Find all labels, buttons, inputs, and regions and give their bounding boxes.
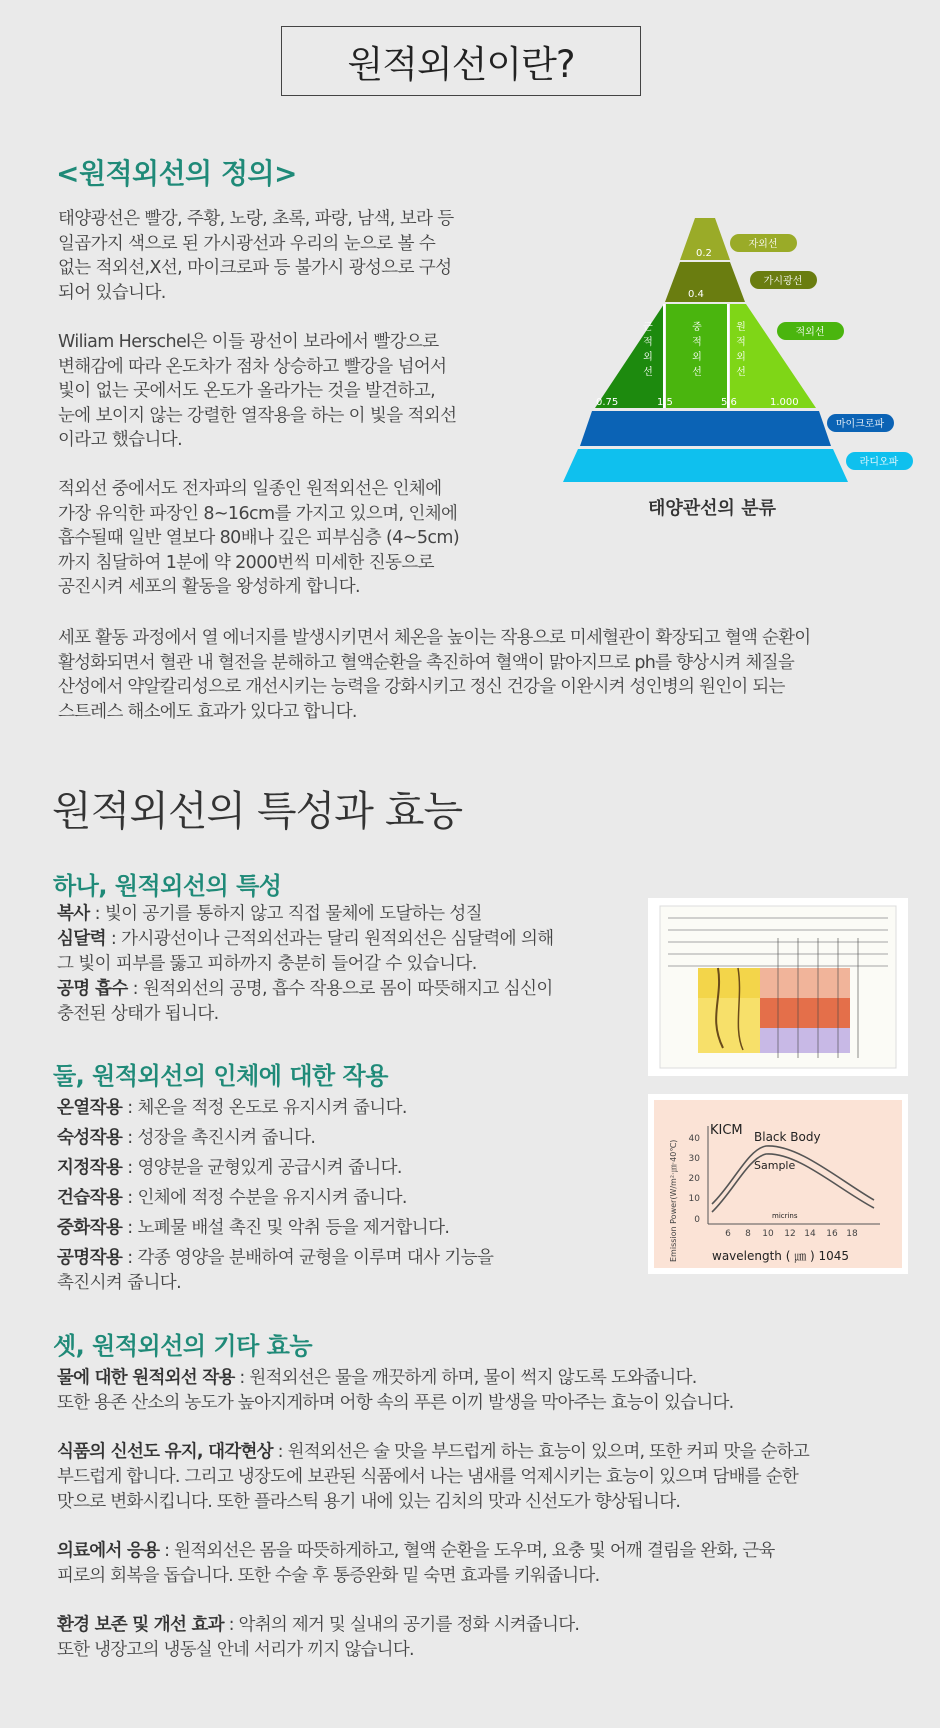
- text-line: 적외선 중에서도 전자파의 일종인 원적외선은 인체에: [58, 479, 442, 499]
- near-ir-char: 외: [643, 352, 653, 363]
- x-tick: 18: [846, 1229, 858, 1239]
- x-tick: 14: [804, 1229, 816, 1239]
- list-item: 건습작용 : 인체에 적정 수분을 유지시켜 줍니다.: [57, 1188, 407, 1208]
- tier-microwave: [580, 411, 831, 446]
- section-three-heading: 셋, 원적외선의 기타 효능: [53, 1332, 313, 1360]
- tier-near-ir-body: [595, 304, 664, 408]
- y-tick: 0: [694, 1215, 700, 1225]
- tier-value: 0.4: [688, 289, 704, 300]
- skin-diagram: [648, 898, 908, 1076]
- list-item: 심달력 : 가시광선이나 근적외선과는 달리 원적외선은 심달력에 의해: [57, 929, 554, 949]
- text-line: 공진시켜 세포의 활동을 왕성하게 합니다.: [58, 577, 360, 597]
- text-line: 태양광선은 빨강, 주황, 노랑, 초록, 파랑, 남색, 보라 등: [58, 209, 454, 229]
- text-line: Wiliam Herschel은 이들 광선이 보라에서 빨강으로: [58, 332, 439, 352]
- skin-diagram-image: [648, 898, 908, 1076]
- list-item: 촉진시켜 줍니다.: [57, 1273, 182, 1293]
- features-heading: 원적외선의 특성과 효능: [52, 787, 463, 835]
- graph-xlabel: wavelength ( ㎛ ) 1045: [712, 1249, 850, 1263]
- x-tick: 10: [762, 1229, 774, 1239]
- list-item: 숙성작용 : 성장을 촉진시켜 줍니다.: [57, 1128, 316, 1148]
- definition-paragraph-3: [58, 477, 459, 600]
- x-tick: 8: [745, 1229, 751, 1239]
- x-unit: micrins: [772, 1212, 798, 1220]
- y-tick: 40: [688, 1134, 700, 1144]
- tier-value: 1.5: [657, 397, 673, 408]
- graph-ylabel: Emission Power(W/m²·㎛·40℃): [669, 1139, 678, 1262]
- list-item: 물에 대한 원적외선 작용 : 원적외선은 물을 깨끗하게 하며, 물이 썩지 않도록 도와줍니다. 또한 용존 산소의 농도가 높아지게하며 어항 속의 푸른 이끼 발생을 막아주는 효능이 있습니다.: [57, 1368, 734, 1413]
- text-line: 스트레스 해소에도 효과가 있다고 합니다.: [58, 701, 357, 722]
- x-tick: 12: [784, 1229, 796, 1239]
- pyramid-caption: 태양관선의 분류: [648, 498, 776, 519]
- definition-paragraph-1: [58, 207, 454, 305]
- text-line: 빛이 없는 곳에서도 온도가 올라가는 것을 발견하고,: [58, 381, 436, 401]
- tier-value: 0.2: [696, 248, 712, 259]
- section-three-list: [57, 1366, 809, 1663]
- mid-ir-char: 선: [692, 367, 702, 378]
- y-tick: 10: [688, 1194, 700, 1204]
- page-title: 원적외선이란?: [281, 26, 641, 96]
- far-ir-char: 선: [736, 367, 746, 378]
- emission-graph: [648, 1094, 908, 1274]
- text-line: 가장 유익한 파장인 8~16cm를 가지고 있으며, 인체에: [58, 503, 458, 524]
- list-item: 환경 보존 및 개선 효과 : 악취의 제거 및 실내의 공기를 정화 시켜줍니다. 또한 냉장고의 냉동실 안네 서리가 끼지 않습니다.: [57, 1615, 580, 1660]
- section-two-heading: 둘, 원적외선의 인체에 대한 작용: [53, 1062, 388, 1090]
- text-line: 되어 있습니다.: [58, 282, 166, 303]
- near-ir-char: 근: [643, 322, 653, 333]
- tier-radio: [563, 449, 848, 482]
- text-line: 흡수될때 일반 열보다 80배나 깊은 피부심층 (4~5cm): [58, 528, 460, 548]
- tier-value: 1.000: [770, 397, 799, 408]
- badge-uv-label: 자외선: [748, 239, 778, 250]
- text-line: 활성화되면서 혈관 내 혈전을 분해하고 혈액순환을 촉진하여 혈액이 맑아지므로 ph를 향상시켜 체질을: [58, 652, 794, 673]
- x-tick: 6: [725, 1229, 731, 1239]
- x-tick: 16: [826, 1229, 838, 1239]
- series-sample: Sample: [754, 1159, 796, 1172]
- tier-value: 0.75: [596, 397, 619, 408]
- tier-value: 5.6: [721, 397, 737, 408]
- near-ir-char: 선: [643, 367, 653, 378]
- text-line: 산성에서 약알칼리성으로 개선시키는 능력을 강화시키고 정신 건강을 이완시켜 성인병의 원인이 되는: [58, 677, 785, 697]
- badge-radio-label: 라디오파: [859, 457, 899, 468]
- y-tick: 30: [688, 1154, 700, 1164]
- far-ir-char: 외: [736, 352, 746, 363]
- section-two-list: [57, 1096, 493, 1296]
- far-ir-char: 적: [736, 337, 746, 348]
- text-line: 까지 침달하여 1분에 약 2000번씩 미세한 진동으로: [58, 552, 434, 573]
- mid-ir-char: 중: [692, 322, 702, 333]
- badge-visible-label: 가시광선: [763, 276, 803, 287]
- section-one-heading: 하나, 원적외선의 특성: [53, 872, 282, 900]
- list-item: 온열작용 : 체온을 적정 온도로 유지시켜 줍니다.: [57, 1098, 407, 1118]
- far-ir-char: 원: [736, 322, 746, 333]
- text-line: 눈에 보이지 않는 강렬한 열작용을 하는 이 빛을 적외선: [58, 405, 457, 426]
- mid-ir-char: 적: [692, 337, 702, 348]
- text-line: 없는 적외선,X선, 마이크로파 등 불가시 광성으로 구성: [58, 258, 452, 278]
- series-black-body: Black Body: [754, 1130, 821, 1144]
- list-item: 공명 흡수 : 원적외선의 공명, 흡수 작용으로 몸이 따뜻해지고 심신이: [57, 979, 553, 999]
- list-item: 그 빛이 피부를 뚫고 피하까지 충분히 들어갈 수 있습니다.: [57, 954, 477, 974]
- text-line: 일곱가지 색으로 된 가시광선과 우리의 눈으로 볼 수: [58, 233, 436, 254]
- section-one-list: [57, 902, 554, 1027]
- list-item: 의료에서 응용 : 원적외선은 몸을 따뜻하게하고, 혈액 순환을 도우며, 요충 및 어깨 결림을 완화, 근육 피로의 회복을 돕습니다. 또한 수술 후 통증완화 밑 숙면 효과를 키워줍니다.: [57, 1541, 775, 1586]
- graph-lab: KICM: [710, 1123, 743, 1138]
- emission-graph-image: [648, 1094, 908, 1274]
- spectrum-pyramid: [530, 212, 930, 522]
- y-tick: 20: [688, 1174, 700, 1184]
- list-item: 복사 : 빛이 공기를 통하지 않고 직접 물체에 도달하는 성질: [57, 904, 482, 924]
- list-item: 식품의 신선도 유지, 대각현상 : 원적외선은 술 맛을 부드럽게 하는 효능이 있으며, 또한 커피 맛을 순하고 부드럽게 합니다. 그리고 냉장도에 보관된 식품에서 나는 냄새를 억제시키는 효능이 있으며 담배를 순한 맛으로 변화시킵니다. 또한 플라스틱 용기 내에 있는 김치의 맛과 신선도가 향상됩니다.: [57, 1442, 810, 1512]
- list-item: 공명작용 : 각종 영양을 분배하여 균형을 이루며 대사 기능을: [57, 1248, 494, 1268]
- list-item: 중화작용 : 노폐물 배설 촉진 및 악취 등을 제거합니다.: [57, 1218, 450, 1238]
- text-line: 이라고 했습니다.: [58, 430, 183, 450]
- text-line: 변해감에 따라 온도차가 점차 상승하고 빨강을 넘어서: [58, 356, 447, 377]
- definition-paragraph-4: [58, 626, 810, 724]
- definition-heading: <원적외선의 정의>: [56, 157, 298, 190]
- badge-microwave-label: 마이크로파: [835, 419, 885, 430]
- list-item: 지정작용 : 영양분을 균형있게 공급시켜 줍니다.: [57, 1158, 402, 1178]
- near-ir-char: 적: [643, 337, 653, 348]
- text-line: 세포 활동 과정에서 열 에너지를 발생시키면서 체온을 높이는 작용으로 미세혈관이 확장되고 혈액 순환이: [58, 628, 811, 648]
- list-item: 충전된 상태가 됩니다.: [57, 1004, 219, 1024]
- badge-ir-label: 적외선: [795, 327, 825, 338]
- mid-ir-char: 외: [692, 352, 702, 363]
- tier-visible: [665, 262, 745, 302]
- definition-paragraph-2: [58, 330, 456, 453]
